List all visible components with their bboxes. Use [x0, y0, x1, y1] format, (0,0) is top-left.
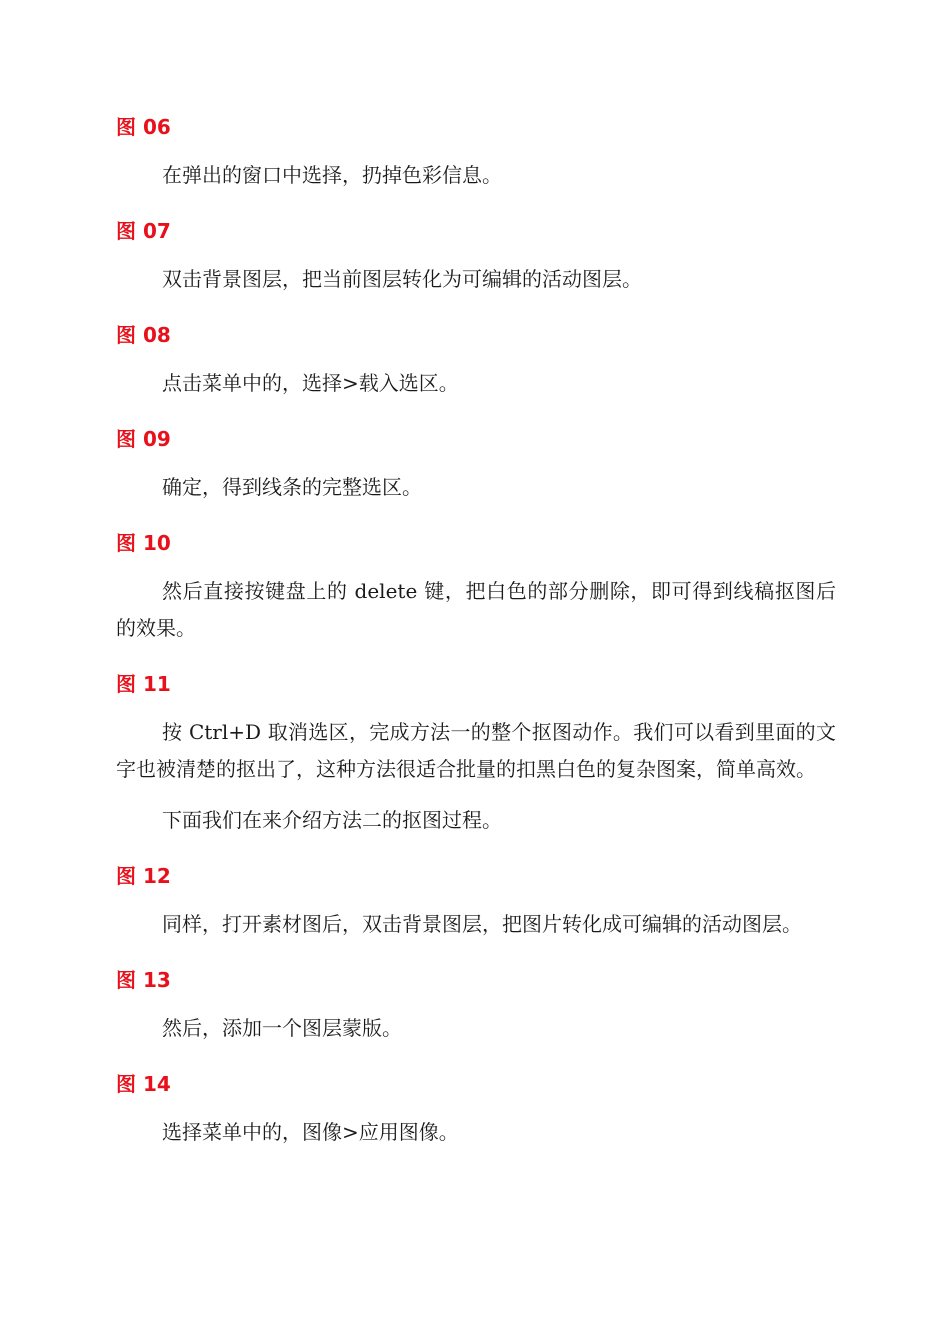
paragraph: 然后，添加一个图层蒙版。: [162, 1016, 402, 1040]
figure-heading-13: 图 13: [116, 968, 171, 992]
paragraph: 下面我们在来介绍方法二的抠图过程。: [162, 808, 502, 832]
figure-heading-12: 图 12: [116, 864, 171, 888]
figure-heading-09: 图 09: [116, 427, 171, 451]
figure-heading-08: 图 08: [116, 323, 171, 347]
figure-heading-10: 图 10: [116, 531, 171, 555]
figure-heading-14: 图 14: [116, 1072, 171, 1096]
paragraph: 在弹出的窗口中选择，扔掉色彩信息。: [162, 163, 502, 187]
paragraph: 双击背景图层，把当前图层转化为可编辑的活动图层。: [162, 267, 642, 291]
figure-heading-11: 图 11: [116, 672, 171, 696]
paragraph: 同样，打开素材图后，双击背景图层，把图片转化成可编辑的活动图层。: [162, 912, 802, 936]
paragraph: 点击菜单中的，选择>载入选区。: [162, 371, 459, 395]
figure-heading-06: 图 06: [116, 115, 171, 139]
paragraph: 确定，得到线条的完整选区。: [162, 475, 422, 499]
paragraph: 选择菜单中的，图像>应用图像。: [162, 1120, 459, 1144]
paragraph: 然后直接按键盘上的 delete 键，把白色的部分删除，即可得到线稿抠图后的效果。: [116, 579, 836, 640]
document-body: [116, 112, 836, 1151]
paragraph: 按 Ctrl+D 取消选区，完成方法一的整个抠图动作。我们可以看到里面的文字也被清楚的抠出了，这种方法很适合批量的扣黑白色的复杂图案，简单高效。: [116, 720, 836, 781]
figure-heading-07: 图 07: [116, 219, 171, 243]
